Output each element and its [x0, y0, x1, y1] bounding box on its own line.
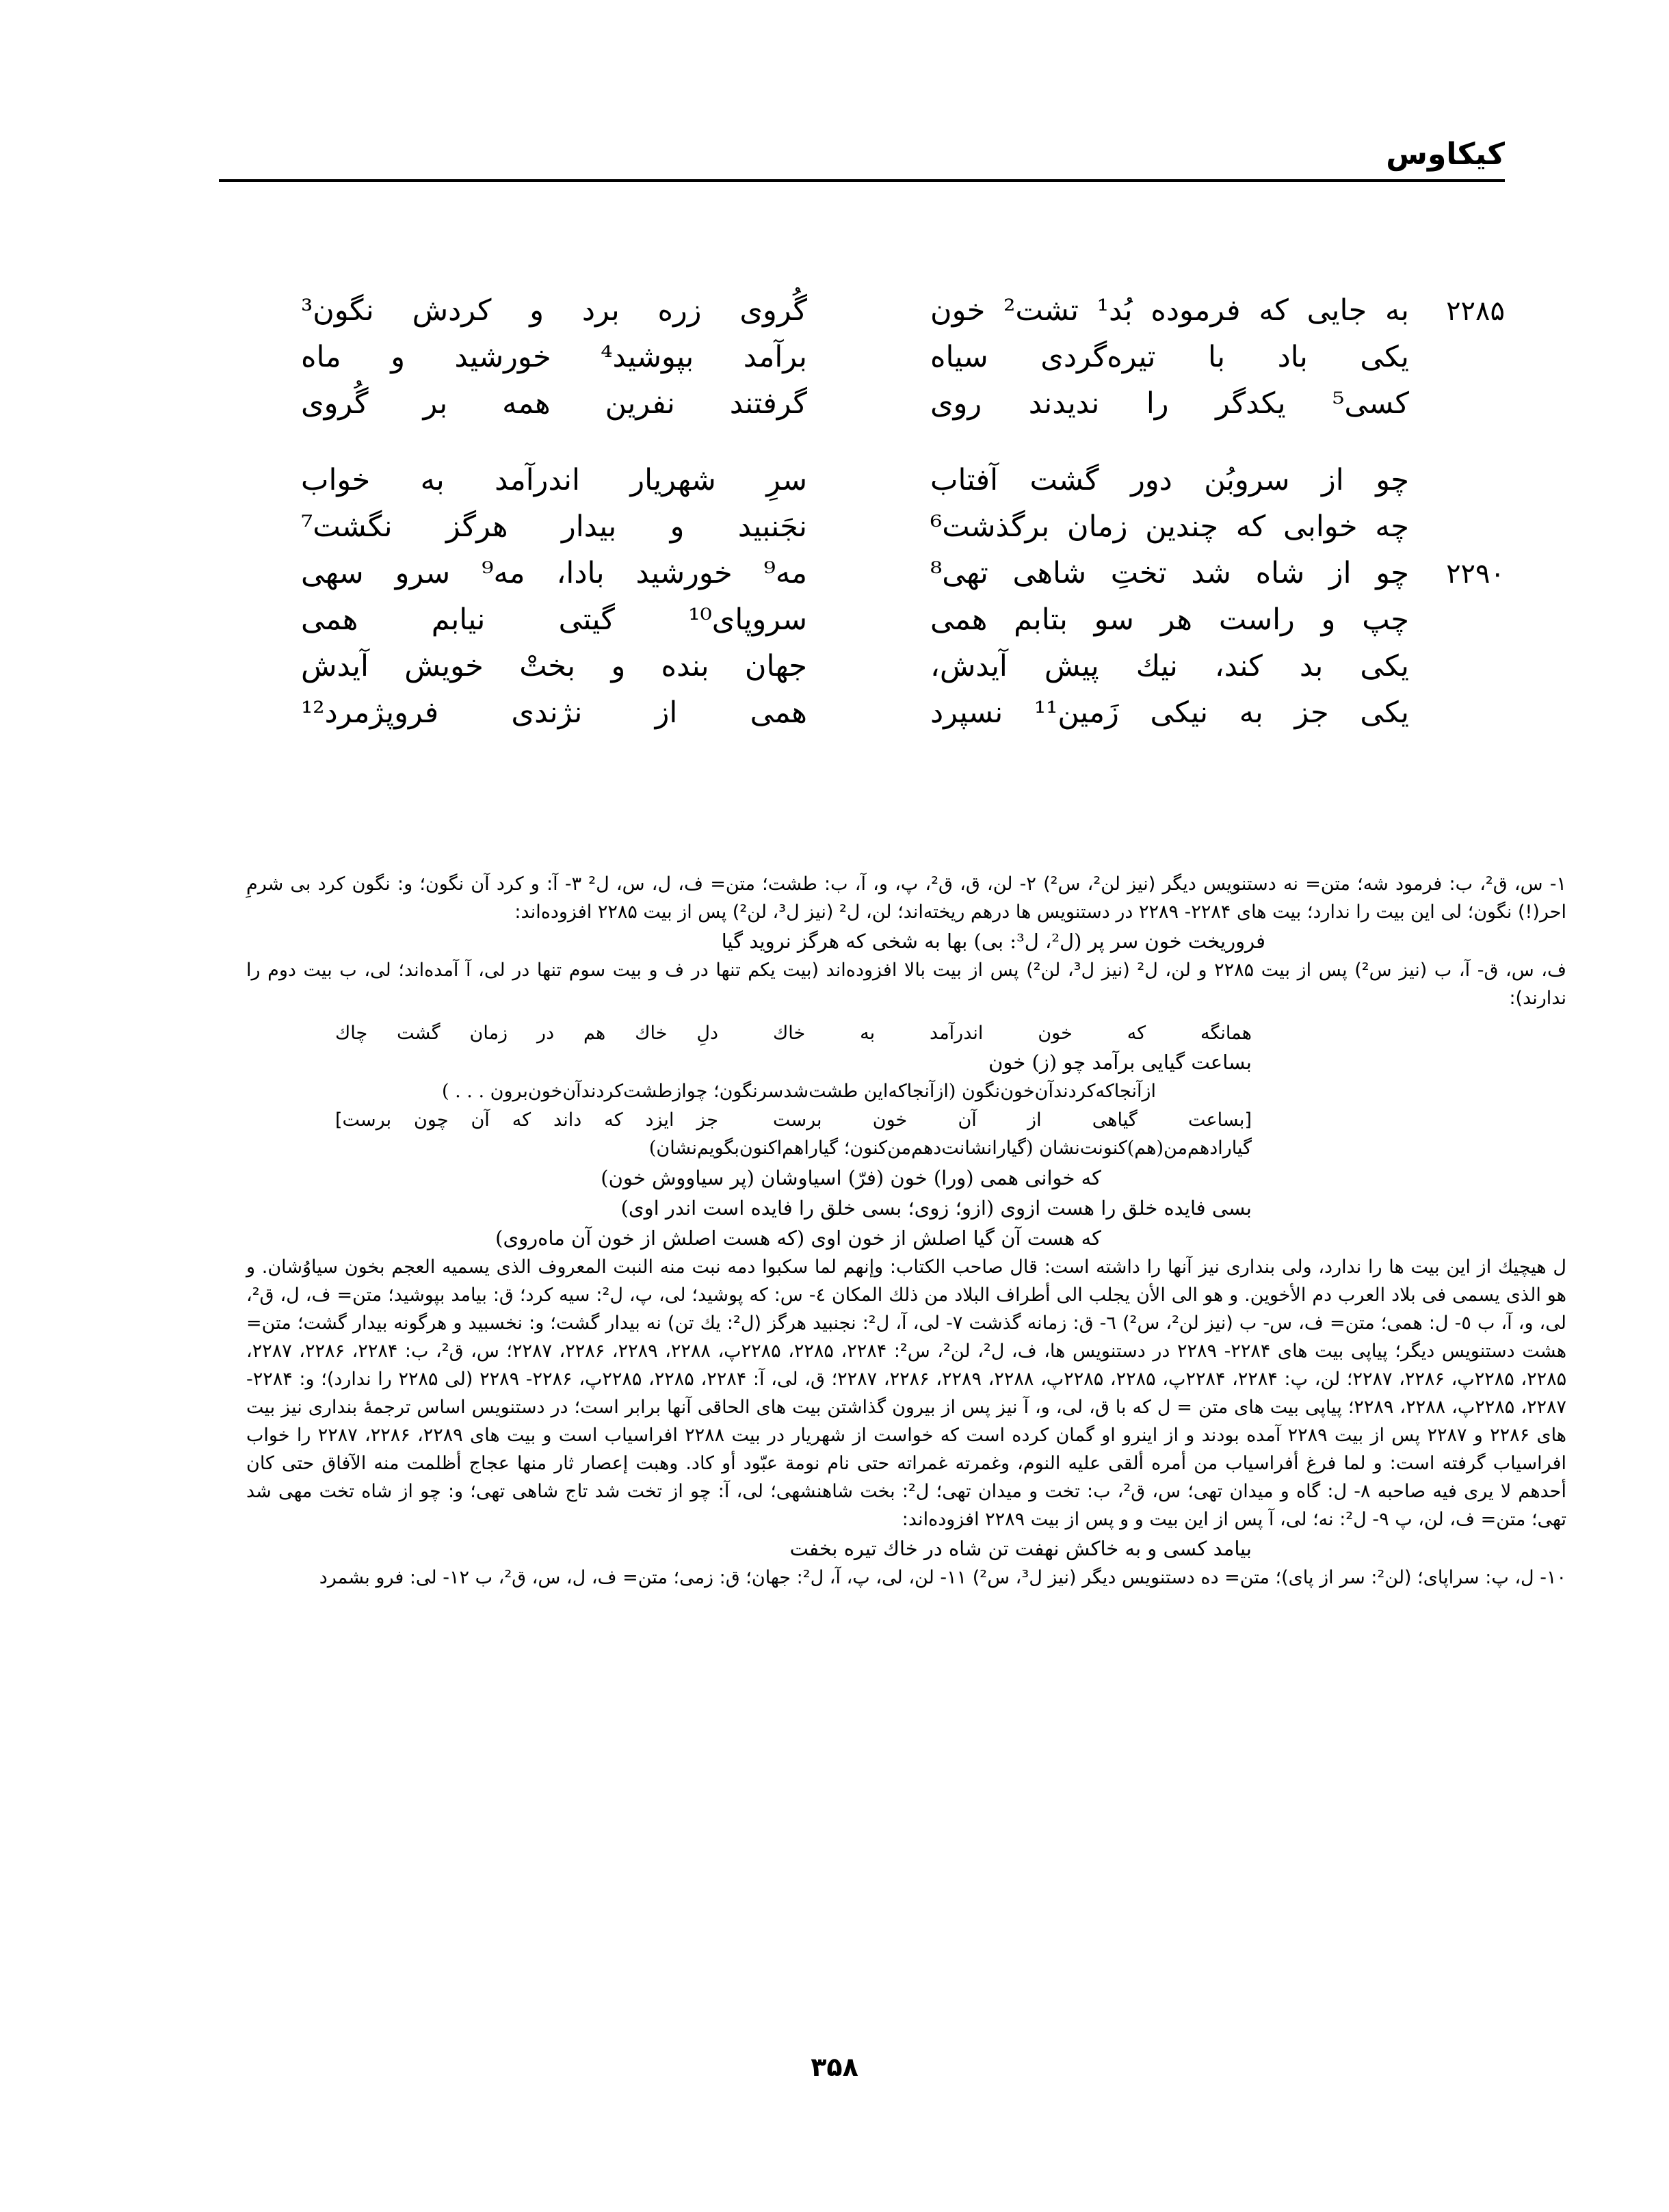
hemistich-right: چو از سروبُن دور گشت آفتاب — [930, 463, 1409, 497]
quoted-verse: بساعت گیایی برآمد چو (ز) خون — [988, 1051, 1252, 1074]
quoted-hemistich-right: [بساعت گیاهی از آن خون برست — [773, 1109, 1252, 1131]
verse-number: ۲۲۸۵ — [1446, 295, 1505, 327]
couplet — [301, 380, 1505, 427]
footnote-paragraph: ل هیچیك از این بیت ها را ندارد، ولی بنداری نیز آنها را داشته است: قال صاحب الکتاب: وإنهم لما سکبوا دمه نبت منه النبت المعروف الذی یسمیه العجم بخون سیاوُشان. و هو الذی یسمی فی بلاد العرب دم الأخوین. و هو الی الأن یجلب الی أطراف البلاد من ذلك المکان ٤- س: که پوشید؛ لی، پ، ل²: سیه کرد؛ ق: بیامد بپوشید؛ متن= ف، ل، ق²، لی، و، آ، ب ٥- ل: همی؛ متن= ف، س- ب (نیز لن²، س²) ٦- ق: زمانه گذشت ٧- لی، آ، ل²: نجنبید هرگز (ل²: یك تن) نه بیدار گشت؛ و: نخسبید و هرگونه بیدار گشت؛ متن= هشت دستنویس دیگر؛ پیاپی بیت های ۲۲۸۴- ۲۲۸۹ در دستنویس ها، ف، ل²، لن²، س²: ۲۲۸۴، ۲۲۸۵، ۲۲۸۵پ، ۲۲۸۸، ۲۲۸۹، ۲۲۸۶، ۲۲۸۷؛ س، ق²، ب: ۲۲۸۴، ۲۲۸۶، ۲۲۸۷، ۲۲۸۵، ۲۲۸۵پ، ۲۲۸۶، ۲۲۸۷؛ لن، پ: ۲۲۸۴، ۲۲۸۴پ، ۲۲۸۵، ۲۲۸۵پ، ۲۲۸۸، ۲۲۸۹، ۲۲۸۶، ۲۲۸۷؛ ق، لی، آ: ۲۲۸۴، ۲۲۸۵، ۲۲۸۵پ، ۲۲۸۶- ۲۲۸۹ (لی ۲۲۸۵ را ندارد)؛ و: ۲۲۸۴- ۲۲۸۷، ۲۲۸۵پ، ۲۲۸۸، ۲۲۸۹؛ پیاپی بیت های متن = ل که با ق، لی، و، آ نیز پس از بیرون گذاشتن بیت های الحاقی آنها برابر است؛ در دستنویس اساس ترجمهٔ بنداری نیز بیت های ۲۲۸۶ و ۲۲۸۷ پس از بیت ۲۲۸۹ آمده بودند و از اینرو او گمان کرده است که خواست از شهریار در بیت ۲۲۸۸ افراسیاب است و بیت های ۲۲۸۹، ۲۲۸۶، ۲۲۸۷ را خواب افراسیاب گرفته است: و لما فرغ أفراسیاب من أمره ألقی علیه النوم، وغمرته غمراته حتی نام نومة عبّود أو کاد. وهبت إعصار ثار منها عجاج أظلمت منه الآفاق حتی کان أحدهم لا یری فیه صاحبه ٨- ل: گاه و میدان تهی؛ س، ق²، ب: تخت و میدان تهی؛ ل²: بخت شاهنشهی؛ لی، آ: چو از تخت شد تاج شاهی تهی؛ و: چو از شاه تخت مهی شد تهی؛ متن= ف، لن، پ ٩- ل²: نه؛ لی، آ پس از این بیت و و پس از بیت ۲۲۸۹ افزوده‌اند: — [246, 1256, 1567, 1530]
hemistich-right: چه خوابی که چندین زمان برگذشت⁶ — [930, 510, 1409, 544]
quoted-hemistich-left: دلِ خاك هم در زمان گشت چاك — [335, 1023, 718, 1044]
variant-reading: ازآنجاکه‌کردندآن‌خون‌نگون (ازآنجاکه‌این طشت‌شدسرنگون؛ چوازطشت‌کردندآن‌خون‌برون . . . ) — [442, 1081, 1156, 1102]
running-head — [219, 137, 1505, 182]
couplet — [301, 503, 1505, 550]
hemistich-left: نجَنبید و بیدار هرگز نگشت⁷ — [301, 510, 807, 544]
poem-body — [301, 287, 1505, 736]
quoted-hemistich-right: همانگه که خون اندرآمد به خاك — [773, 1023, 1252, 1044]
running-title: کیکاوس — [1386, 137, 1505, 172]
quoted-verse: فروریخت خون سر پر (ل²، ل³: بی) بها به شخی که هرگز نروید گیا — [721, 930, 1265, 953]
hemistich-right: چو از شاه شد تختِ شاهی تهی⁸ — [930, 556, 1409, 590]
quoted-verse: که خوانی همی (ورا) خون (فرّ) اسیاوشان (پر سیاووش خون) — [601, 1166, 1101, 1189]
hemistich-left: سرِ شهریار اندرآمد به خواب — [301, 463, 807, 497]
verse-number: ۲۲۹۰ — [1446, 558, 1505, 590]
couplet — [301, 287, 1505, 334]
footnote-paragraph: ۱- س، ق²، ب: فرمود شه؛ متن= نه دستنویس دیگر (نیز لن²، س²) ۲- لن، ق، ق²، پ، و، آ، ب: طشت؛ متن= ف، ل، س، ل² ۳- آ: و کرد آن نگون؛ و: نگون کرد بی شرمِ احر(!) نگون؛ لی این بیت را ندارد؛ بیت های ۲۲۸۴- ۲۲۸۹ در دستنویس ها درهم ریخته‌اند؛ لن، ل² (نیز ل³، لن²) پس از بیت ۲۲۸۵ افزوده‌اند: — [246, 873, 1566, 923]
quoted-verse: بسی فایده خلق را هست ازوی (ازو؛ زوی؛ بسی خلق را فایده است اندر اوی) — [620, 1196, 1252, 1220]
quoted-verse: که هست آن گیا اصلش از خون اوی (که هست اصلش از خون آن ماه‌روی) — [495, 1226, 1101, 1250]
couplet — [301, 457, 1505, 503]
hemistich-left: برآمد بپوشید⁴ خورشید و ماه — [301, 340, 807, 374]
hemistich-right: یکی بد کند، نیك پیش آیدش، — [930, 649, 1409, 683]
page-number: ۳۵۸ — [811, 2052, 858, 2082]
hemistich-left: همی از نژندی فروپژمرد¹² — [301, 696, 807, 730]
quoted-verse-pair — [246, 1106, 1566, 1134]
couplet — [301, 689, 1505, 736]
couplet — [301, 550, 1505, 596]
hemistich-right: به جایی که فرموده بُد¹ تشت² خون — [930, 293, 1409, 328]
footnote-paragraph: ف، س، ق- آ، ب (نیز س²) پس از بیت ۲۲۸۵ و لن، ل² (نیز ل³، لن²) پس از بیت بالا افزوده‌اند (بیت یکم تنها در ف و بیت سوم تنها در لی، آ آمده‌اند؛ لی، ب بیت دوم را ندارند): — [246, 960, 1567, 1009]
hemistich-right: چپ و راست هر سو بتابم همی — [930, 603, 1409, 637]
hemistich-left: گرفتند نفرین همه بر گُروی — [301, 386, 807, 421]
hemistich-right: کسی⁵ یکدگر را ندیدند روی — [930, 386, 1409, 421]
hemistich-left: سروپای¹⁰ گیتی نیابم همی — [301, 603, 807, 637]
quoted-verse-pair — [246, 1019, 1566, 1047]
footnote-paragraph: ۱۰- ل، پ: سراپای؛ (لن²: سر از پای)؛ متن= ده دستنویس دیگر (نیز ل³، س²) ۱۱- لن، لی، پ، آ، ل²: جهان؛ ق: زمی؛ متن= ف، ل، س، ق²، ب ۱۲- لی: فرو بشمرد — [319, 1567, 1566, 1588]
quoted-hemistich-left: جز ایزد که داند که آن چون برست] — [335, 1109, 718, 1131]
footnotes — [246, 870, 1566, 1592]
variant-reading: گیارادهم‌من(هم)کنونت‌نشان (گیارانشانت‌دهم‌من‌کنون؛ گیاراهم‌اکنون‌بگویم‌نشان) — [648, 1137, 1252, 1159]
couplet — [301, 643, 1505, 689]
couplet — [301, 334, 1505, 380]
hemistich-left: جهان بنده و بختْ خویش آیدش — [301, 649, 807, 683]
couplet — [301, 596, 1505, 643]
quoted-verse: بیامد کسی و به خاکش نهفت تن شاه در خاك تیره بخفت — [789, 1537, 1252, 1560]
hemistich-left: گُروی زره برد و کردش نگون³ — [301, 293, 807, 328]
hemistich-right: یکی باد با تیره‌گردی سیاه — [930, 340, 1409, 374]
hemistich-right: یکی جز به نیکی زَمین¹¹ نسپرد — [930, 696, 1409, 730]
hemistich-left: مه⁹ خورشید بادا، مه⁹ سرو سهی — [301, 556, 807, 590]
